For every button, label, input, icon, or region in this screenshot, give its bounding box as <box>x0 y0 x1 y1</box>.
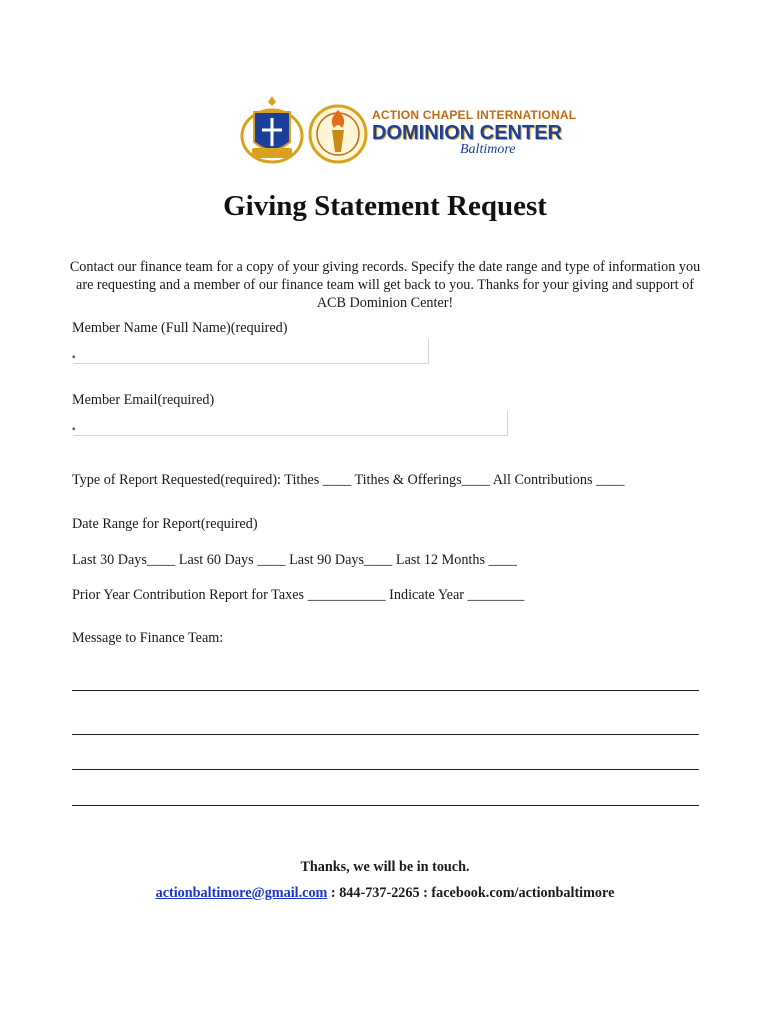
phone-number: 844-737-2265 <box>339 885 420 901</box>
email-link[interactable]: actionbaltimore@gmail.com <box>155 885 328 901</box>
footer-contact <box>0 885 770 902</box>
facebook-handle: facebook.com/actionbaltimore <box>431 885 615 901</box>
footer-separator: : <box>327 885 340 901</box>
member-name-label: Member Name (Full Name)(required) <box>72 320 288 336</box>
logo-wordmark <box>372 108 576 157</box>
message-line-1[interactable] <box>72 690 699 691</box>
date-range-options[interactable]: Last 30 Days____ Last 60 Days ____ Last 90 Days____ Last 12 Months ____ <box>72 552 517 568</box>
logo-line-1: ACTION CHAPEL INTERNATIONAL <box>372 108 577 122</box>
crest-emblems-icon <box>238 96 372 168</box>
date-range-label: Date Range for Report(required) <box>72 516 258 532</box>
message-label: Message to Finance Team: <box>72 630 224 646</box>
intro-paragraph: Contact our finance team for a copy of your giving records. Specify the date range and type of information you are requesting and a member of our finance team will get back to you. Thanks for your giving and support of ACB Dominion Center! <box>69 259 701 311</box>
footer-thanks: Thanks, we will be in touch. <box>300 859 470 875</box>
prior-year-line[interactable]: Prior Year Contribution Report for Taxes ___________ Indicate Year ________ <box>72 587 525 603</box>
member-name-field[interactable] <box>74 339 429 364</box>
church-logo <box>238 96 577 168</box>
logo-line-3: Baltimore <box>460 142 516 157</box>
message-line-4[interactable] <box>72 805 699 806</box>
field-marker: ▪ <box>72 424 76 435</box>
logo-line-2: DOMINION CENTER <box>372 122 562 144</box>
member-email-label: Member Email(required) <box>72 392 215 408</box>
message-line-2[interactable] <box>72 734 699 735</box>
report-type-line[interactable]: Type of Report Requested(required): Tithes ____ Tithes & Offerings____ All Contributions ____ <box>72 472 625 488</box>
footer-separator: : <box>419 885 432 901</box>
page-title: Giving Statement Request <box>223 190 547 222</box>
message-line-3[interactable] <box>72 769 699 770</box>
field-marker: ▪ <box>72 352 76 363</box>
member-email-field[interactable] <box>74 411 508 436</box>
